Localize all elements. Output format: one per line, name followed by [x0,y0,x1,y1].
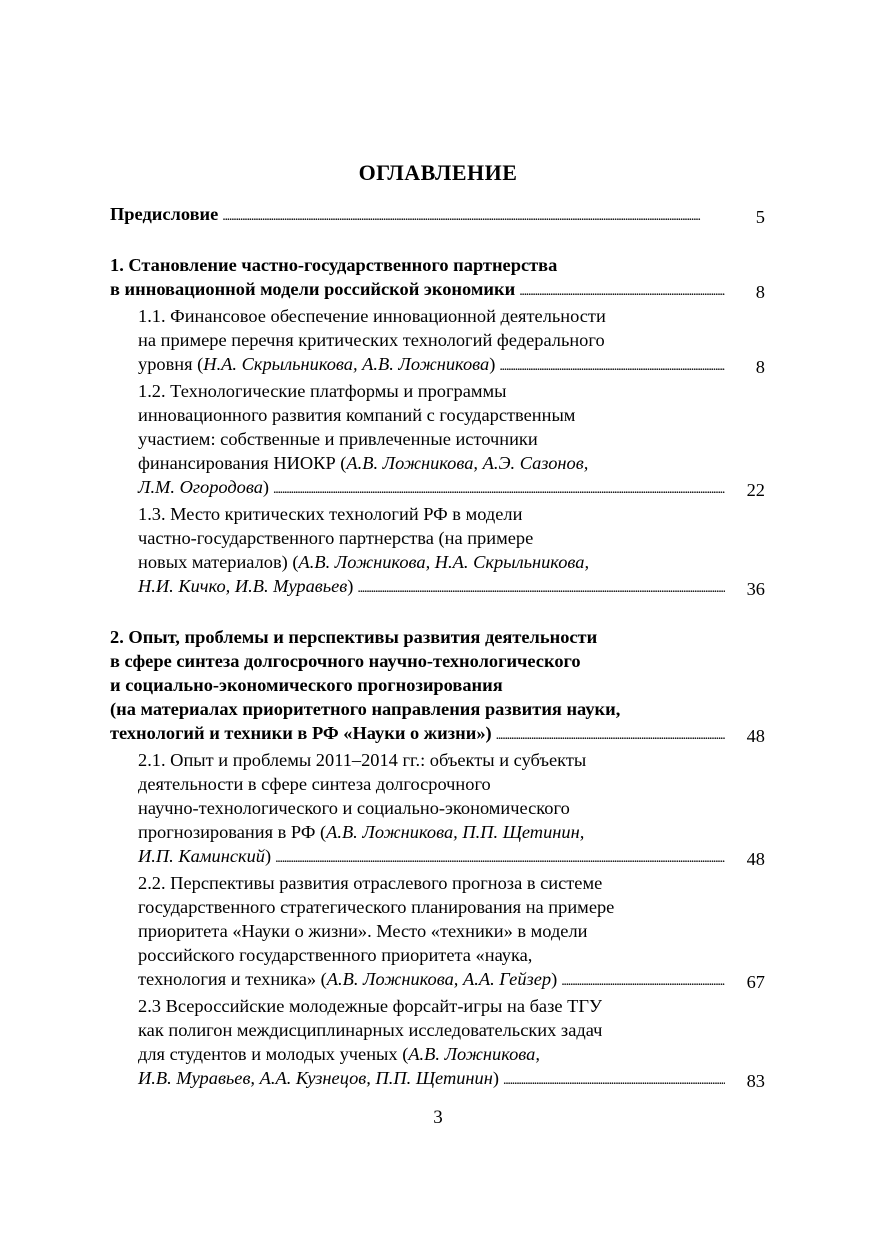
entry-title: 2.1. Опыт и проблемы 2011–2014 гг.: объекты и субъекты [138,750,587,770]
page-ref: 8 [755,282,765,302]
dot-leader [273,475,725,502]
page-ref: 5 [755,207,765,227]
dot-leader [499,352,725,379]
entry-title: российского государственного приоритета «наука, [138,945,533,965]
table-of-contents [110,202,765,1093]
dot-leader [519,277,725,304]
toc-entry-2-2[interactable]: 2.2. Перспективы развития отраслевого прогноза в системе государственного стратегического планирования на примере приоритета «Науки о жизни». Место «техники» в модели российского государственного приоритета «наука, технология и техника» (А.В. Ложникова, А.А. Гейзер) . . . 67 [110,871,765,994]
entry-title: новых материалов) ( [138,552,299,572]
entry-title: участием: собственные и привлеченные источники [138,429,538,449]
dot-leader [496,721,725,748]
dot-leader [503,1066,725,1093]
page-ref: 48 [746,849,765,869]
entry-title: частно-государственного партнерства (на примере [138,528,534,548]
toc-section-2[interactable] [110,625,765,748]
toc-entry-2-1[interactable]: 2.1. Опыт и проблемы 2011–2014 гг.: объекты и субъекты деятельности в сфере синтеза долгосрочного научно-технологического и социально-экономического прогнозирования в РФ (А.В. Ложникова, П.П. Щетинин, И.П. Каминский) . . . 48 [110,748,765,871]
entry-title: 1. Становление частно-государственного партнерства [110,255,558,275]
entry-title: научно-технологического и социально-экономического [138,798,570,818]
entry-title: финансирования НИОКР ( [138,453,347,473]
entry-authors: А.В. Ложникова, П.П. Щетинин, [326,822,585,842]
dot-leader [357,574,725,601]
entry-title: в сфере синтеза долгосрочного научно-технологического [110,651,581,671]
entry-title: на примере перечня критических технологий федерального [138,330,605,350]
page-ref: 48 [746,726,765,746]
entry-title: Предисловие [110,204,219,224]
entry-title: технология и техника» ( [138,969,327,989]
entry-title: уровня ( [138,354,204,374]
entry-title: и социально-экономического прогнозирования [110,675,503,695]
entry-title: 2.3 Всероссийские молодежные форсайт-игры на базе ТГУ [138,996,603,1016]
entry-authors: А.В. Ложникова, А.А. Гейзер [326,969,552,989]
entry-title: как полигон междисциплинарных исследовательских задач [138,1020,603,1040]
entry-title: 1.3. Место критических технологий РФ в модели [138,504,523,524]
entry-authors: Л.М. Огородова [138,477,263,497]
entry-title: 1.1. Финансовое обеспечение инновационной деятельности [138,306,606,326]
page-ref: 8 [755,357,765,377]
entry-authors: И.П. Каминский [138,846,265,866]
entry-authors: А.В. Ложникова, Н.А. Скрыльникова, [298,552,590,572]
entry-title: прогнозирования в РФ ( [138,822,327,842]
page-ref: 22 [746,480,765,500]
toc-entry-preface[interactable] [110,202,765,229]
entry-title: государственного стратегического планирования на примере [138,897,615,917]
entry-authors: А.В. Ложникова, [408,1044,540,1064]
dot-leader [561,967,725,994]
page-ref: 83 [746,1071,765,1091]
entry-title: инновационного развития компаний с государственным [138,405,576,425]
page-title: ОГЛАВЛЕНИЕ [358,160,518,185]
toc-section-1[interactable] [110,253,765,304]
dot-leader [222,202,725,229]
entry-title: для студентов и молодых ученых ( [138,1044,409,1064]
entry-title: 1.2. Технологические платформы и программы [138,381,507,401]
entry-title: технологий и техники в РФ «Науки о жизни») [110,723,492,743]
dot-leader [275,844,725,871]
entry-authors: А.В. Ложникова, А.Э. Сазонов, [346,453,589,473]
toc-entry-1-3[interactable]: 1.3. Место критических технологий РФ в модели частно-государственного партнерства (на примере новых материалов) (А.В. Ложникова, Н.А. Скрыльникова, Н.И. Кичко, И.В. Муравьев) . . . 36 [110,502,765,601]
entry-title: 2. Опыт, проблемы и перспективы развития деятельности [110,627,598,647]
entry-title: 2.2. Перспективы развития отраслевого прогноза в системе [138,873,603,893]
page-ref: 67 [746,972,765,992]
entry-authors: И.В. Муравьев, А.А. Кузнецов, П.П. Щетинин [138,1068,493,1088]
entry-title: деятельности в сфере синтеза долгосрочного [138,774,491,794]
entry-authors: Н.И. Кичко, И.В. Муравьев [138,576,348,596]
entry-title: в инновационной модели российской экономики [110,279,516,299]
entry-authors: Н.А. Скрыльникова, А.В. Ложникова [203,354,490,374]
entry-title: приоритета «Науки о жизни». Место «техники» в модели [138,921,588,941]
toc-entry-1-2[interactable]: 1.2. Технологические платформы и программы инновационного развития компаний с государственным участием: собственные и привлеченные источники финансирования НИОКР (А.В. Ложникова, А.Э. Сазонов, Л.М. Огородова) . . . 22 [110,379,765,502]
entry-title: (на материалах приоритетного направления развития науки, [110,699,621,719]
page-ref: 36 [746,579,765,599]
page-number: 3 [433,1107,443,1128]
toc-entry-1-1[interactable]: 1.1. Финансовое обеспечение инновационной деятельности на примере перечня критических технологий федерального уровня (Н.А. Скрыльникова, А.В. Ложникова) . . . 8 [110,304,765,379]
toc-entry-2-3[interactable]: 2.3 Всероссийские молодежные форсайт-игры на базе ТГУ как полигон междисциплинарных исследовательских задач для студентов и молодых ученых (А.В. Ложникова, И.В. Муравьев, А.А. Кузнецов, П.П. Щетинин) . . . 83 [110,994,765,1093]
